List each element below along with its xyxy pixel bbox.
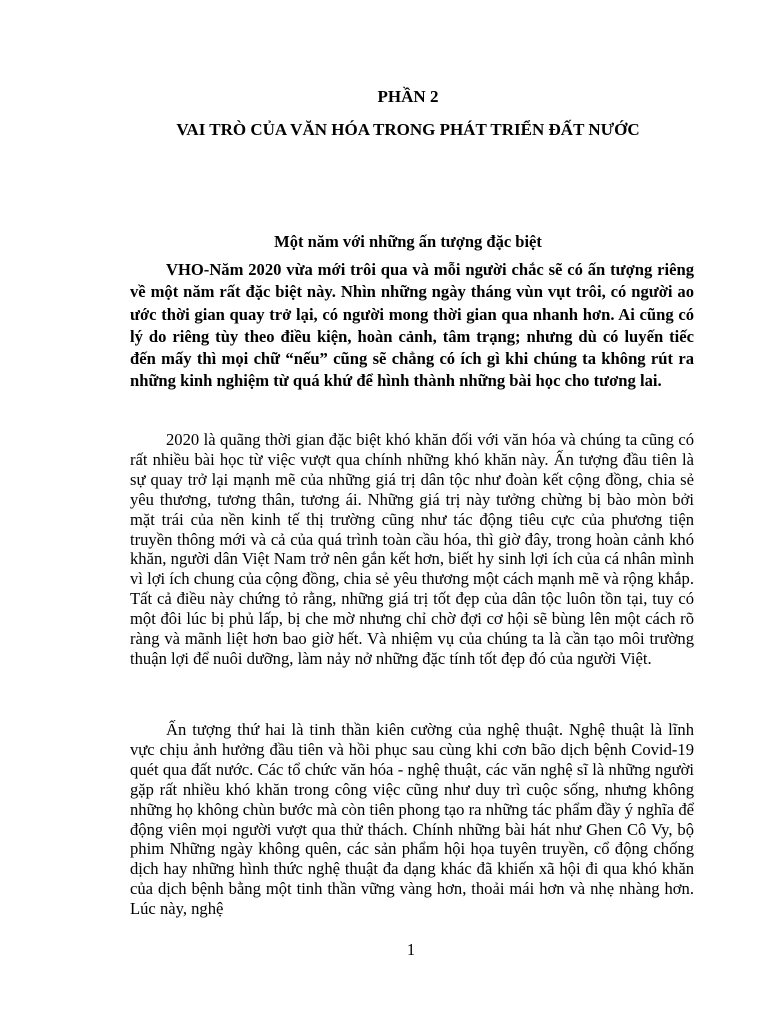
body-paragraph: 2020 là quãng thời gian đặc biệt khó khăn đối với văn hóa và chúng ta cũng có rất nhiều bài học từ việc vượt qua chính những khó khăn này. Ấn tượng đầu tiên là sự quay trở lại mạnh mẽ của những giá trị dân tộc như đoàn kết cộng đồng, chia sẻ yêu thương, tương thân, tương ái. Những giá trị này tưởng chừng bị bào mòn bởi mặt trái của nền kinh tế thị trường cũng như tác động tiêu cực của phương tiện truyền thông mới và cả của quá trình toàn cầu hóa, thì giờ đây, trong hoàn cảnh khó khăn, người dân Việt Nam trở nên gắn kết hơn, biết hy sinh lợi ích của cá nhân mình vì lợi ích chung của cộng đồng, chia sẻ yêu thương một cách mạnh mẽ và rộng khắp. Tất cả điều này chứng tỏ rằng, những giá trị tốt đẹp của dân tộc luôn tồn tại, tuy có một đôi lúc bị phủ lấp, bị che mờ nhưng chỉ chờ đợi cơ hội sẽ bùng lên một cách rõ ràng và mãnh liệt hơn bao giờ hết. Và nhiệm vụ của chúng ta là cần tạo môi trường thuận lợi để nuôi dưỡng, làm nảy nở những đặc tính tốt đẹp đó của người Việt. xyxy=(130,430,694,668)
lead-paragraph: VHO-Năm 2020 vừa mới trôi qua và mỗi người chắc sẽ có ấn tượng riêng về một năm rất đặc biệt này. Nhìn những ngày tháng vùn vụt trôi, có người ao ước thời gian quay trở lại, có người mong thời gian qua nhanh hơn. Ai cũng có lý do riêng tùy theo điều kiện, hoàn cảnh, tâm trạng; nhưng dù có luyến tiếc đến mấy thì mọi chữ “nếu” cũng sẽ chẳng có ích gì khi chúng ta không rút ra những kinh nghiệm từ quá khứ để hình thành những bài học cho tương lai. xyxy=(130,260,694,391)
part-label: PHẦN 2 xyxy=(377,87,439,106)
article-title: Một năm với những ấn tượng đặc biệt xyxy=(274,232,542,251)
body-paragraph: Ấn tượng thứ hai là tinh thần kiên cường của nghệ thuật. Nghệ thuật là lĩnh vực chịu ảnh hưởng đầu tiên và hồi phục sau cùng khi cơn bão dịch bệnh Covid-19 quét qua đất nước. Các tổ chức văn hóa - nghệ thuật, các văn nghệ sĩ là những người gặp rất nhiều khó khăn trong công việc cũng như duy trì cuộc sống, nhưng không những họ không chùn bước mà còn tiên phong tạo ra những tác phẩm đầy ý nghĩa để động viên mọi người vượt qua thử thách. Chính những bài hát như Ghen Cô Vy, bộ phim Những ngày không quên, các sản phẩm hội họa tuyên truyền, cổ động chống dịch hay những hình thức nghệ thuật đa dạng khác đã khiến xã hội đi qua khó khăn của dịch bệnh bằng một tinh thần vững vàng hơn, thoải mái hơn và nhẹ nhàng hơn. Lúc này, nghệ xyxy=(130,720,694,919)
section-title: VAI TRÒ CỦA VĂN HÓA TRONG PHÁT TRIỂN ĐẤT NƯỚC xyxy=(176,120,640,139)
page-number: 1 xyxy=(406,940,416,959)
